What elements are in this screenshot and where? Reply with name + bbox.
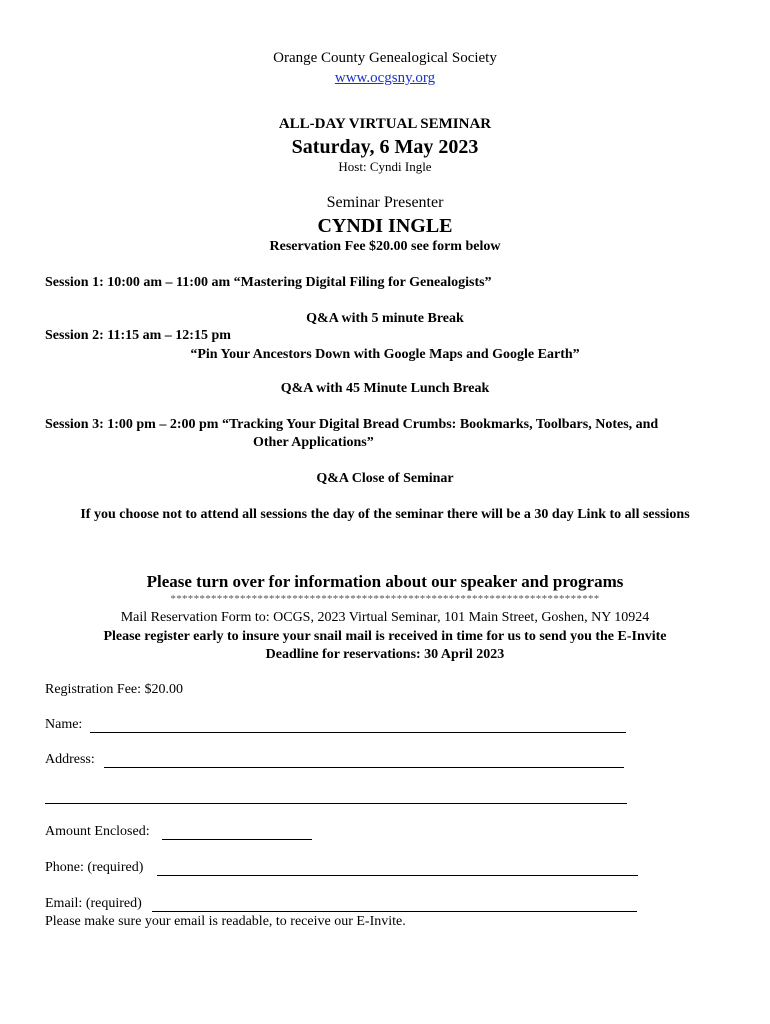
presenter-name: CYNDI INGLE (317, 215, 453, 237)
email-note: Please make sure your email is readable, to receive our E-Invite. (45, 914, 406, 929)
session-2-time: Session 2: 11:15 am – 12:15 pm (45, 328, 231, 343)
email-field[interactable] (152, 911, 637, 912)
mail-to: Mail Reservation Form to: OCGS, 2023 Virtual Seminar, 101 Main Street, Goshen, NY 10924 (120, 610, 650, 625)
phone-field[interactable] (157, 875, 638, 876)
name-label: Name: (45, 717, 83, 732)
event-date: Saturday, 6 May 2023 (291, 136, 479, 158)
phone-label: Phone: (required) (45, 860, 144, 875)
presenter-label: Seminar Presenter (326, 194, 444, 211)
session-1: Session 1: 10:00 am – 11:00 am “Mastering Digital Filing for Genealogists” (45, 275, 492, 290)
website-link[interactable]: www.ocgsny.org (334, 70, 436, 86)
host-line: Host: Cyndi Ingle (338, 159, 432, 174)
register-early: Please register early to insure your snail mail is received in time for us to send you the E-Invite (103, 629, 667, 644)
address-label: Address: (45, 752, 95, 767)
turn-over-note: Please turn over for information about our speaker and programs (146, 572, 624, 591)
star-divider: ************************************************************************** (170, 593, 600, 605)
amount-label: Amount Enclosed: (45, 824, 150, 839)
amount-field[interactable] (162, 839, 312, 840)
address-field[interactable] (104, 767, 624, 768)
name-field[interactable] (90, 732, 626, 733)
org-name: Orange County Genealogical Society (273, 50, 497, 66)
fee-note: Reservation Fee $20.00 see form below (269, 239, 501, 254)
event-type: ALL-DAY VIRTUAL SEMINAR (278, 116, 492, 132)
link-note: If you choose not to attend all sessions the day of the seminar there will be a 30 day Link to all sessions (80, 507, 690, 522)
address-field-line-2[interactable] (45, 803, 627, 804)
session-3-line-2: Other Applications” (253, 435, 374, 450)
registration-fee: Registration Fee: $20.00 (45, 682, 184, 697)
session-2-title: “Pin Your Ancestors Down with Google Maps and Google Earth” (190, 347, 580, 362)
qa-break-2: Q&A with 45 Minute Lunch Break (280, 381, 490, 396)
qa-break-1: Q&A with 5 minute Break (306, 311, 464, 326)
email-label: Email: (required) (45, 896, 142, 911)
qa-close: Q&A Close of Seminar (316, 471, 454, 486)
deadline: Deadline for reservations: 30 April 2023 (265, 647, 505, 662)
session-3-line-1: Session 3: 1:00 pm – 2:00 pm “Tracking Your Digital Bread Crumbs: Bookmarks, Toolbars, Notes, and (45, 417, 659, 432)
website-link-row (0, 70, 770, 87)
